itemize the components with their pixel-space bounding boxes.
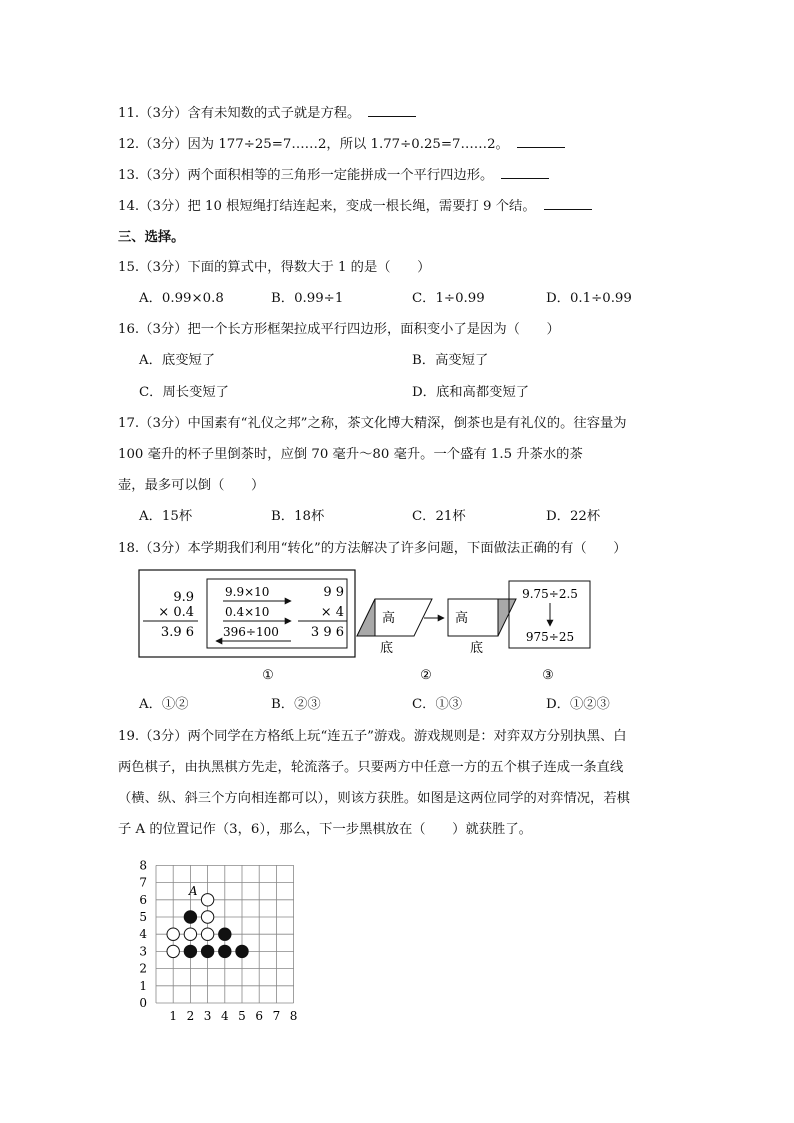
fig1-right-line: 3 9 6 (310, 625, 344, 640)
y-tick-label: 2 (139, 961, 147, 976)
figure-3-division-transform (509, 581, 590, 683)
q16-option-b[interactable]: B．高变短了 (412, 353, 489, 368)
q17-option-b[interactable]: B．18杯 (271, 509, 325, 524)
fig1-arrow-label: 396÷100 (223, 625, 279, 639)
fig3-bottom: 975÷25 (525, 630, 575, 644)
fig1-left-line: × 0.4 (158, 605, 194, 620)
fig1-caption: ① (262, 668, 274, 683)
white-stone (201, 894, 213, 906)
black-stone (184, 945, 196, 957)
y-tick-label: 0 (139, 996, 147, 1010)
fig3-caption: ③ (542, 668, 554, 683)
question-19-line: 19.（3分）两个同学在方格纸上玩“连五子”游戏。游戏规则是：对弈双方分别执黑、白 (118, 729, 627, 744)
question-19-line: 两色棋子，由执黑棋方先走，轮流落子。只要两方中任意一方的五个棋子连成一条直线 (118, 760, 624, 775)
q17-option-d[interactable]: D．22杯 (546, 509, 601, 524)
q11-text: 11.（3分）含有未知数的式子就是方程。 (118, 106, 361, 121)
white-stone (201, 911, 213, 923)
q15-option-c[interactable]: C．1÷0.99 (412, 291, 485, 306)
fig2-height-label: 高 (455, 611, 469, 626)
question-18-stem: 18.（3分）本学期我们利用“转化”的方法解决了许多问题，下面做法正确的有（ ） (118, 541, 627, 556)
black-stone (184, 911, 196, 923)
fig1-right-line: 9 9 (323, 585, 344, 600)
y-tick-label: 6 (139, 892, 147, 907)
x-tick-label: 1 (169, 1009, 178, 1023)
y-tick-label: 4 (139, 927, 147, 942)
y-tick-label: 7 (139, 875, 147, 890)
q15-option-b[interactable]: B．0.99÷1 (271, 291, 344, 306)
section-heading: 三、选择。 (118, 230, 185, 245)
fig1-left-line: 3.9 6 (160, 625, 194, 640)
q18-option-a[interactable]: A．①② (139, 697, 189, 712)
y-tick-label: 8 (139, 858, 147, 873)
fig2-base-label: 底 (380, 641, 394, 656)
q18-option-c[interactable]: C．①③ (412, 697, 463, 712)
y-tick-label: 5 (139, 910, 147, 924)
question-16-stem: 16.（3分）把一个长方形框架拉成平行四边形，面积变小了是因为（ ） (118, 322, 560, 337)
q17-option-c[interactable]: C．21杯 (412, 509, 466, 524)
question-19-line: 子 A 的位置记作（3，6），那么，下一步黑棋放在（ ）就获胜了。 (118, 822, 532, 837)
q16-option-a[interactable]: A．底变短了 (139, 353, 216, 368)
white-stone (184, 928, 196, 940)
white-stone (167, 928, 179, 940)
point-a-label: A (188, 883, 198, 898)
fig1-left-line: 9.9 (173, 590, 194, 605)
q16-option-c[interactable]: C．周长变短了 (139, 385, 229, 400)
white-stone (201, 928, 213, 940)
q17-option-a[interactable]: A．15杯 (139, 509, 193, 524)
y-tick-label: 3 (139, 944, 147, 959)
black-stone (201, 945, 213, 957)
q15-option-a[interactable]: A．0.99×0.8 (139, 291, 224, 306)
y-tick-label: 1 (139, 978, 147, 993)
fig1-arrow-label: 9.9×10 (225, 585, 270, 599)
x-tick-label: 3 (203, 1009, 212, 1023)
fig2-base-label: 底 (470, 641, 484, 656)
q12-text: 12.（3分）因为 177÷25=7……2，所以 1.77÷0.25=7……2。 (118, 137, 509, 152)
figure-1-vertical-multiplication (139, 570, 355, 683)
question-15-stem: 15.（3分）下面的算式中，得数大于 1 的是（ ） (118, 260, 431, 275)
black-stone (219, 928, 231, 940)
fig2-caption: ② (420, 668, 432, 683)
x-tick-label: 7 (272, 1009, 281, 1023)
x-tick-label: 8 (289, 1009, 298, 1023)
q14-text: 14.（3分）把 10 根短绳打结连起来，变成一根长绳，需要打 9 个结。 (118, 199, 536, 214)
black-stone (236, 945, 248, 957)
q16-option-d[interactable]: D．底和高都变短了 (412, 385, 530, 400)
x-tick-label: 4 (220, 1009, 229, 1023)
x-tick-label: 5 (238, 1009, 246, 1023)
question-17-line: 17.（3分）中国素有“礼仪之邦”之称，茶文化博大精深，倒茶也是有礼仪的。往容量为 (118, 416, 627, 431)
fig1-arrow-label: 0.4×10 (225, 605, 270, 619)
q18-option-d[interactable]: D．①②③ (546, 697, 610, 712)
black-stone (219, 945, 231, 957)
question-17-line: 100 毫升的杯子里倒茶时，应倒 70 毫升～80 毫升。一个盛有 1.5 升茶水的茶 (118, 447, 583, 462)
q13-text: 13.（3分）两个面积相等的三角形一定能拼成一个平行四边形。 (118, 168, 494, 183)
white-stone (167, 945, 179, 957)
question-19-line: （横、纵、斜三个方向相连都可以），则该方获胜。如图是这两位同学的对弈情况，若棋 (118, 791, 630, 806)
q18-option-b[interactable]: B．②③ (271, 697, 321, 712)
gomoku-grid (139, 858, 297, 1023)
fig2-height-label: 高 (382, 611, 396, 626)
q15-option-d[interactable]: D．0.1÷0.99 (546, 291, 632, 306)
question-17-line: 壶，最多可以倒（ ） (118, 478, 265, 493)
x-tick-label: 2 (186, 1009, 195, 1023)
fig3-top: 9.75÷2.5 (522, 587, 578, 601)
x-tick-label: 6 (255, 1009, 264, 1023)
figure-2-parallelogram-to-rectangle (357, 599, 516, 683)
fig1-right-line: × 4 (320, 605, 344, 620)
